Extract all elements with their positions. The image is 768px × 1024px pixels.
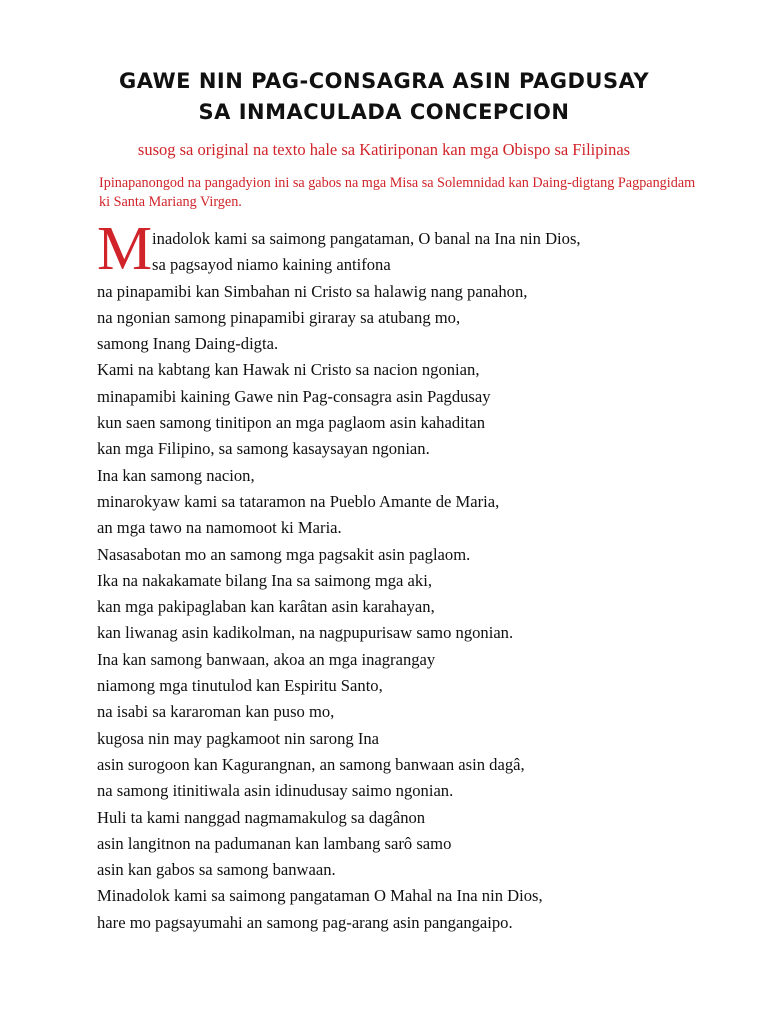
prayer-line: hare mo pagsayumahi an samong pag-arang asin pangangaipo. (97, 912, 513, 932)
prayer-line: Huli ta kami nanggad nagmamakulog sa dagânon (97, 807, 426, 827)
prayer-line: kugosa nin may pagkamoot nin sarong Ina (97, 728, 380, 748)
prayer-line: samong Inang Daing-digta. (97, 334, 279, 354)
intro-line-2: ki Santa Mariang Virgen. (99, 194, 242, 210)
opening-lines (152, 226, 581, 279)
prayer-body (97, 279, 543, 936)
prayer-line: Ina kan samong banwaan, akoa an mga inagrangay (97, 649, 436, 669)
document-subtitle: susog sa original na texto hale sa Katiriponan kan mga Obispo sa Filipinas (137, 140, 631, 159)
prayer-line: asin surogoon kan Kagurangnan, an samong banwaan asin dagâ, (97, 754, 525, 774)
prayer-line: na samong itinitiwala asin idinudusay saimo ngonian. (97, 781, 454, 801)
intro-line-1: Ipinapanongod na pangadyion ini sa gabos na mga Misa sa Solemnidad kan Daing-digtang Pagpangidam (99, 175, 696, 191)
prayer-line: asin kan gabos sa samong banwaan. (97, 860, 336, 880)
prayer-line: kan liwanag asin kadikolman, na nagpupurisaw samo ngonian. (97, 623, 514, 643)
title-line-2: SA INMACULADA CONCEPCION (198, 100, 570, 124)
prayer-line: Kami na kabtang kan Hawak ni Cristo sa nacion ngonian, (97, 360, 480, 380)
prayer-line: minarokyaw kami sa tataramon na Pueblo Amante de Maria, (97, 491, 500, 511)
prayer-line: minapamibi kaining Gawe nin Pag-consagra asin Pagdusay (97, 386, 491, 406)
prayer-line: kan mga pakipaglaban kan karâtan asin karahayan, (97, 597, 435, 617)
drop-cap: M (97, 215, 153, 283)
prayer-line: na pinapamibi kan Simbahan ni Cristo sa halawig nang panahon, (97, 281, 528, 301)
prayer-line: inadolok kami sa saimong pangataman, O banal na Ina nin Dios, (152, 229, 581, 248)
prayer-line: Ina kan samong nacion, (97, 465, 255, 485)
prayer-line: na isabi sa kararoman kan puso mo, (97, 702, 335, 722)
prayer-line: na ngonian samong pinapamibi giraray sa atubang mo, (97, 307, 461, 327)
intro-note (99, 174, 739, 212)
prayer-line: kan mga Filipino, sa samong kasaysayan ngonian. (97, 439, 430, 459)
prayer-line: an mga tawo na namomoot ki Maria. (97, 518, 342, 538)
prayer-line: Ika na nakakamate bilang Ina sa saimong mga aki, (97, 570, 432, 590)
prayer-line: sa pagsayod niamo kaining antifona (152, 255, 391, 275)
prayer-line: asin langitnon na padumanan kan lambang sarô samo (97, 833, 452, 853)
prayer-line: kun saen samong tinitipon an mga paglaom asin kahaditan (97, 413, 486, 433)
prayer-line: niamong mga tinutulod kan Espiritu Santo, (97, 676, 383, 696)
document-title (0, 66, 768, 128)
prayer-line: Minadolok kami sa saimong pangataman O Mahal na Ina nin Dios, (97, 886, 543, 906)
prayer-line: Nasasabotan mo an samong mga pagsakit asin paglaom. (97, 544, 471, 564)
title-line-1: GAWE NIN PAG-CONSAGRA ASIN PAGDUSAY (118, 69, 650, 93)
